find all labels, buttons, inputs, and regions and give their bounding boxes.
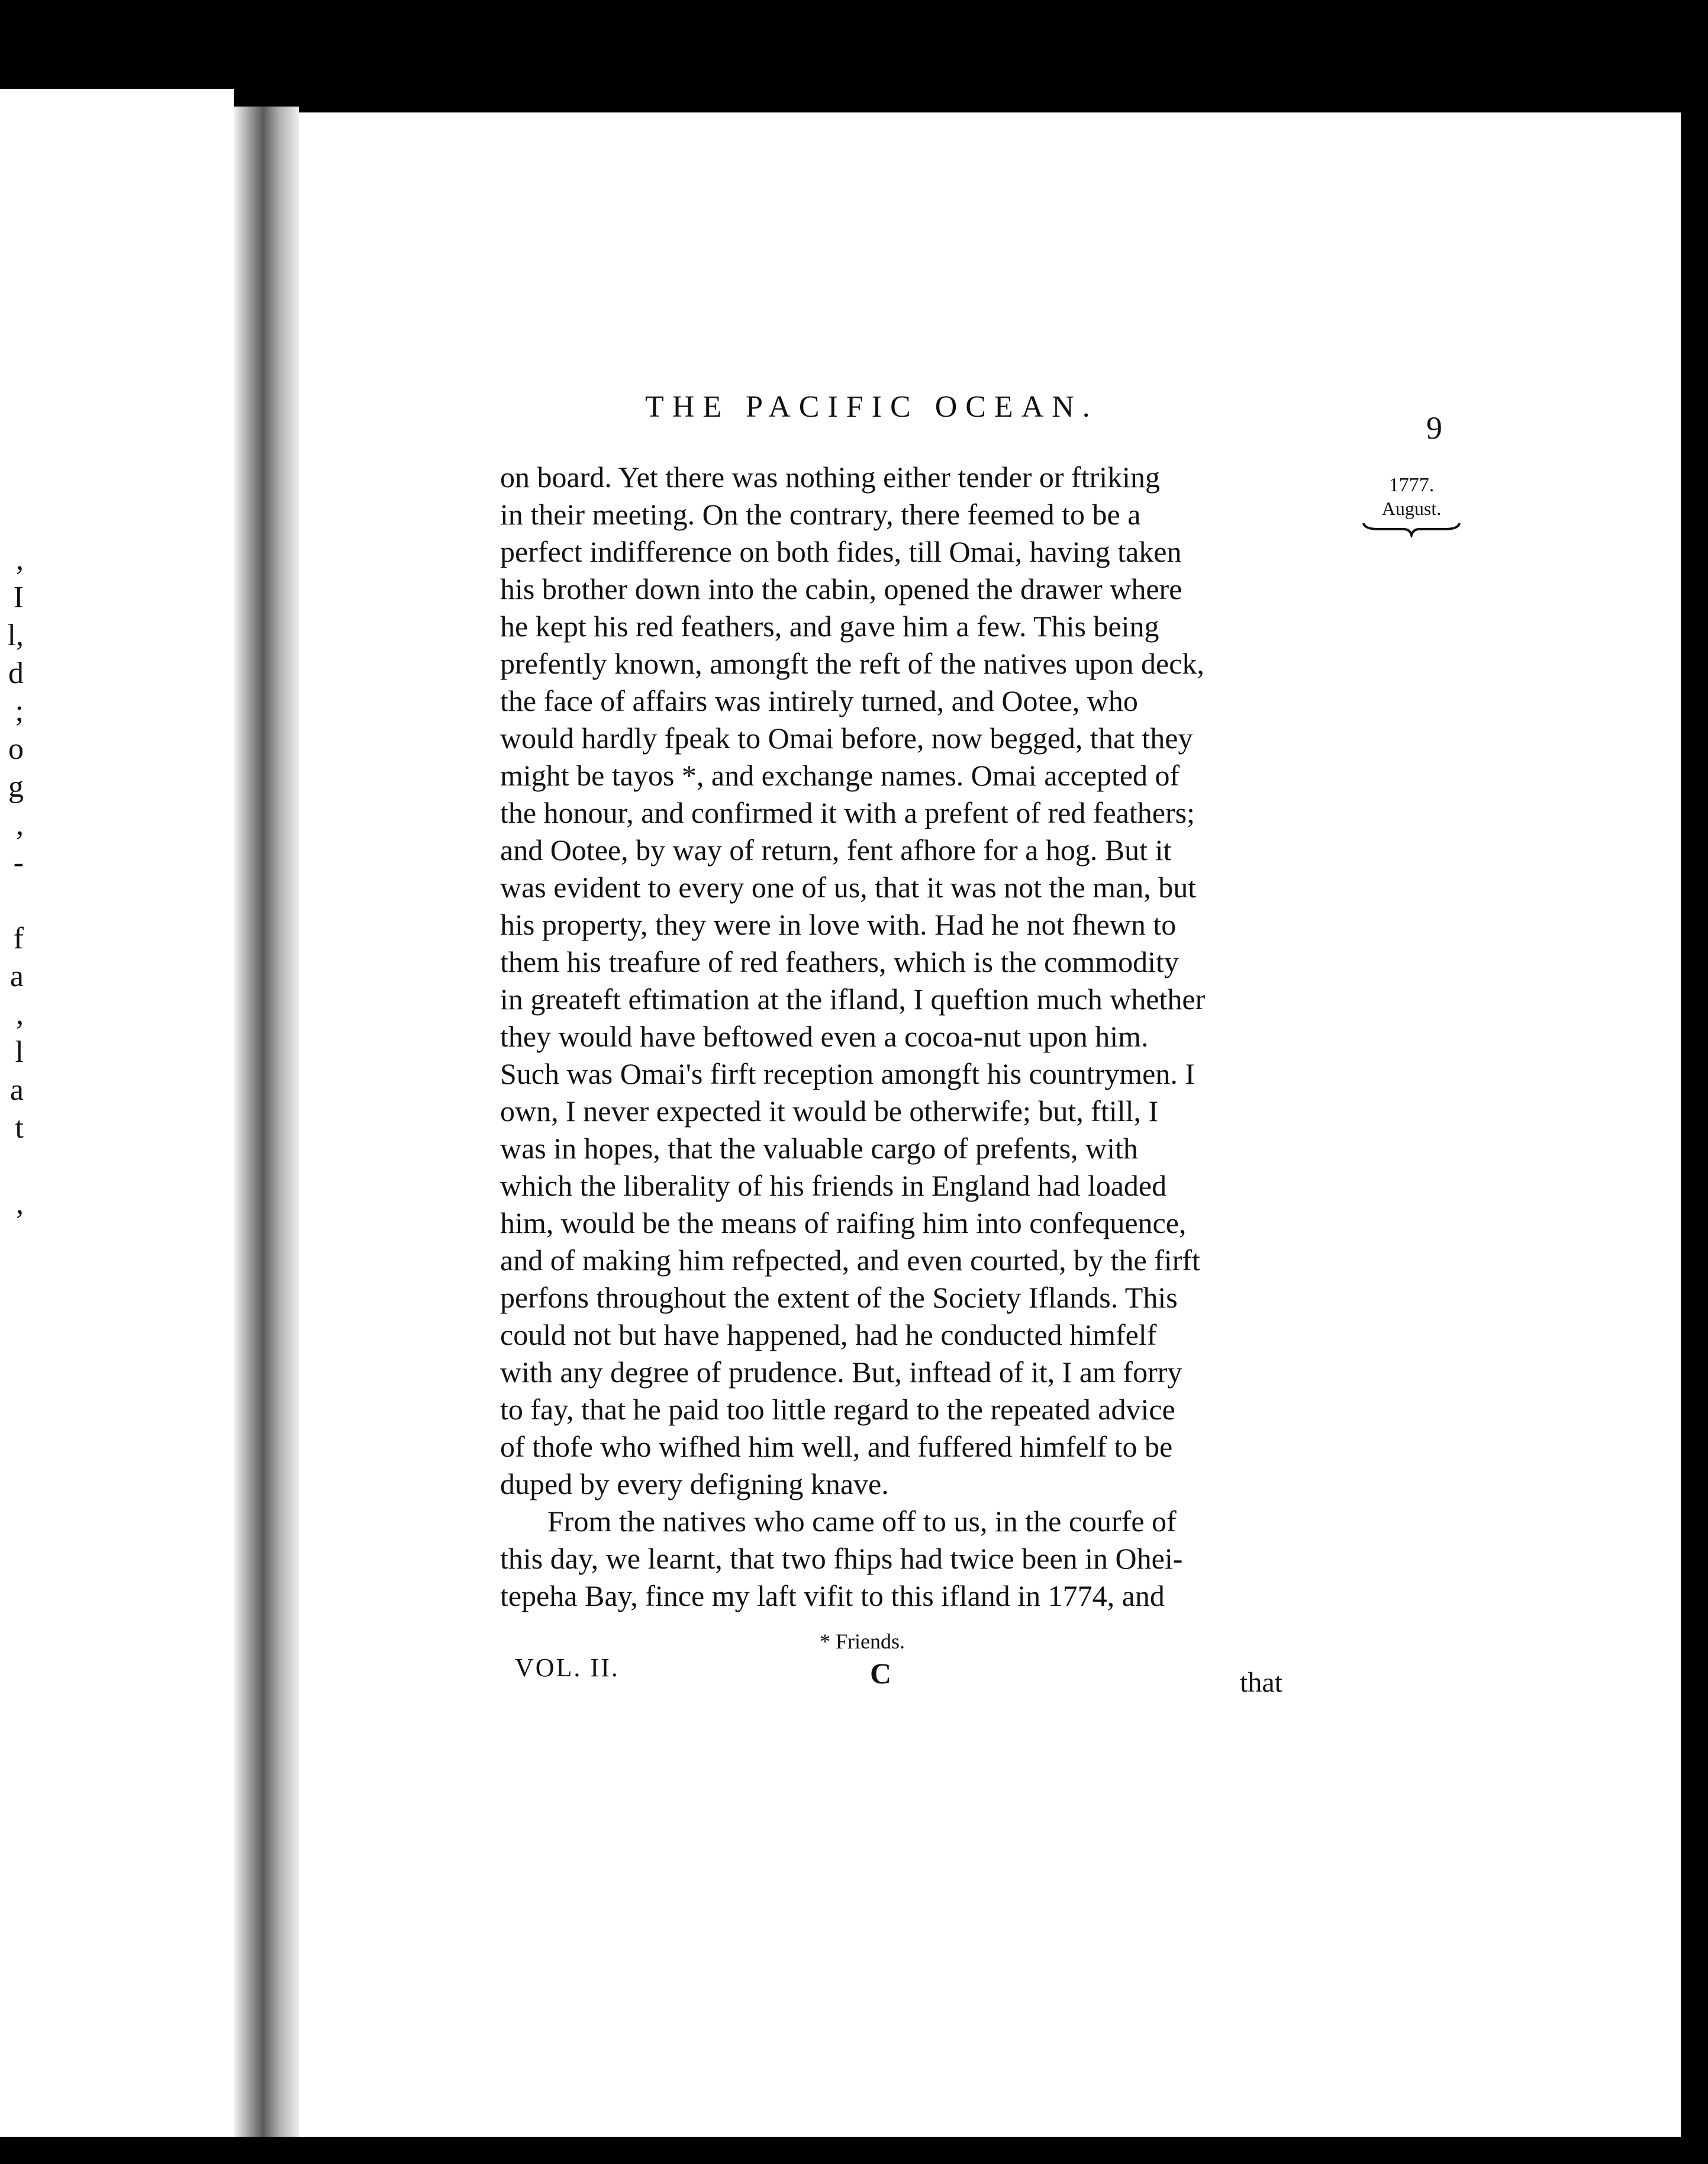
- left-fragment: ,: [16, 997, 24, 1031]
- text-line: with any degree of prudence. But, inftead of it, I am forry: [500, 1355, 1182, 1389]
- left-fragment: I: [13, 581, 24, 614]
- text-line: own, I never expected it would be otherwife; but, ftill, I: [500, 1094, 1159, 1128]
- text-line: could not but have happened, had he conducted himfelf: [500, 1318, 1157, 1351]
- margin-note-month: August.: [1381, 498, 1442, 519]
- left-fragment: ;: [15, 694, 24, 728]
- text-line: of thofe who wifhed him well, and fuffered himfelf to be: [500, 1430, 1173, 1463]
- left-fragment: [0, 1147, 24, 1185]
- scan-top-border: [0, 0, 1708, 112]
- left-fragment: ,: [16, 1187, 24, 1221]
- text-line: to fay, that he paid too little regard to the repeated advice: [500, 1393, 1175, 1426]
- left-fragment: l: [15, 1035, 24, 1069]
- text-line: Such was Omai's firft reception amongft his countrymen. I: [500, 1057, 1195, 1090]
- running-head: THE PACIFIC OCEAN.: [645, 390, 1098, 424]
- text-line: and of making him refpected, and even courted, by the firft: [500, 1244, 1200, 1277]
- text-line: From the natives who came off to us, in the courfe of: [547, 1505, 1177, 1538]
- left-page-text-fragments: [0, 503, 24, 1299]
- left-fragment: a: [9, 959, 24, 993]
- left-fragment: a: [9, 1073, 24, 1107]
- text-line: prefently known, amongft the reft of the natives upon deck,: [500, 647, 1204, 680]
- left-fragment: o: [8, 732, 24, 766]
- text-line: which the liberality of his friends in England had loaded: [500, 1169, 1167, 1202]
- left-fragment: ,: [16, 543, 24, 577]
- text-line: they would have beftowed even a cocoa-nut upon him.: [500, 1020, 1149, 1053]
- text-line: tepeha Bay, fince my laft vifit to this ifland in 1774, and: [500, 1579, 1165, 1612]
- margin-note-year: 1777.: [1388, 474, 1435, 496]
- scan-right-border: [1681, 112, 1708, 2164]
- text-line: on board. Yet there was nothing either tender or ftriking: [500, 461, 1161, 494]
- text-line: him, would be the means of raifing him into confequence,: [500, 1206, 1187, 1239]
- brace-icon: [1361, 520, 1462, 537]
- left-fragment: [0, 882, 24, 920]
- text-line: perfons throughout the extent of the Society Iflands. This: [500, 1281, 1178, 1314]
- left-fragment: g: [8, 770, 24, 804]
- left-fragment: f: [13, 922, 24, 955]
- text-line: the face of affairs was intirely turned, and Ootee, who: [500, 684, 1138, 717]
- catchword: that: [1240, 1667, 1282, 1698]
- text-line: would hardly fpeak to Omai before, now begged, that they: [500, 722, 1193, 755]
- left-fragment: d: [8, 656, 24, 690]
- text-line: his property, they were in love with. Had he not fhewn to: [500, 908, 1177, 941]
- text-line: the honour, and confirmed it with a prefent of red feathers;: [500, 796, 1195, 829]
- text-line: duped by every defigning knave.: [500, 1467, 889, 1500]
- left-fragment: l,: [7, 619, 24, 652]
- margin-date-note: [1361, 474, 1462, 520]
- left-page-edge: [0, 89, 234, 2160]
- left-fragment: [0, 1261, 24, 1299]
- text-line: he kept his red feathers, and gave him a few. This being: [500, 610, 1159, 643]
- signature-mark: C: [870, 1657, 892, 1690]
- left-fragment: ,: [16, 808, 24, 842]
- text-line: might be tayos *, and exchange names. Omai accepted of: [500, 759, 1180, 792]
- text-line: in their meeting. On the contrary, there feemed to be a: [500, 498, 1141, 531]
- page-number: 9: [1426, 410, 1442, 446]
- left-fragment: t: [15, 1111, 24, 1145]
- text-line: was evident to every one of us, that it was not the man, but: [500, 871, 1197, 904]
- text-line: them his treafure of red feathers, which is the commodity: [500, 945, 1179, 978]
- footnote: * Friends.: [820, 1630, 905, 1653]
- volume-signature: VOL. II.: [515, 1653, 620, 1682]
- left-fragment: [0, 1223, 24, 1261]
- text-line: in greateft eftimation at the ifland, I queftion much whether: [500, 983, 1206, 1016]
- text-line: and Ootee, by way of return, fent afhore for a hog. But it: [500, 833, 1172, 867]
- scan-bottom-border: [0, 2137, 1708, 2164]
- left-fragment: [0, 503, 24, 541]
- book-gutter-shadow: [234, 107, 299, 2137]
- body-text: [500, 459, 1326, 1615]
- text-line: this day, we learnt, that two fhips had twice been in Ohei-: [500, 1542, 1183, 1575]
- left-fragment: -: [13, 846, 24, 880]
- text-line: was in hopes, that the valuable cargo of prefents, with: [500, 1132, 1138, 1165]
- text-line: perfect indifference on both fides, till Omai, having taken: [500, 535, 1182, 568]
- text-line: his brother down into the cabin, opened the drawer where: [500, 572, 1182, 606]
